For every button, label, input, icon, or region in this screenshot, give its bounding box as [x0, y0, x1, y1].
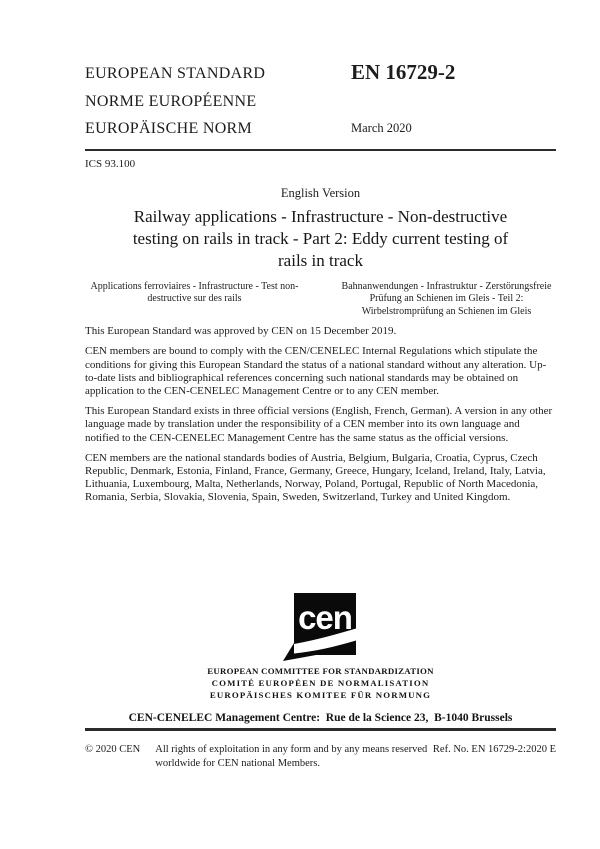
title-de-line-2: Prüfung an Schienen im Gleis - Teil 2:	[369, 293, 524, 305]
committee-name-en: EUROPEAN COMMITTEE FOR STANDARDIZATION	[207, 666, 434, 676]
standard-name-en: EUROPEAN STANDARD	[85, 65, 266, 82]
cen-logo	[282, 593, 360, 663]
version-label: English Version	[280, 186, 361, 200]
title-french	[85, 281, 304, 318]
copyright-notice: © 2020 CEN	[85, 744, 141, 755]
standard-name-fr: NORME EUROPÉENNE	[85, 92, 257, 110]
paragraph-versions: This European Standard exists in three official versions (English, French, German). A version in any other language made by translation under the responsibility of a CEN member into its own language and notified to the CEN-CENELEC Management Centre has the same status as the official versions.	[85, 405, 553, 444]
standard-number: EN 16729-2	[351, 60, 456, 84]
title-fr-line-1: Applications ferroviaires - Infrastructure - Test non-	[90, 281, 299, 292]
footer	[85, 743, 556, 770]
header	[85, 60, 556, 143]
committee-name-de: EUROPÄISCHES KOMITEE FÜR NORMUNG	[209, 690, 432, 700]
title-line-2: testing on rails in track - Part 2: Eddy current testing of	[132, 229, 509, 248]
bottom-block	[85, 588, 556, 770]
rights-line-1: All rights of exploitation in any form and by any means reserved	[155, 744, 428, 755]
rights-line-2: worldwide for CEN national Members.	[155, 757, 320, 769]
title-fr-line-2: destructive sur des rails	[147, 293, 242, 305]
title-de-line-1: Bahnanwendungen - Infrastruktur - Zerstörungsfreie	[341, 281, 552, 292]
title-line-1: Railway applications - Infrastructure - Non-destructive	[133, 207, 508, 226]
paragraph-members: CEN members are the national standards bodies of Austria, Belgium, Bulgaria, Croatia, Cyprus, Czech Republic, Denmark, Estonia, Finland, France, Germany, Greece, Hungary, Iceland, Ireland, Italy, Latvia, Lithuania, Luxembourg, Malta, Netherlands, Norway, Poland, Portugal, Republic of North Macedonia, Romania, Serbia, Slovakia, Slovenia, Spain, Sweden, Switzerland, Turkey and United Kingdom.	[85, 451, 546, 504]
cen-logo-text: cen	[297, 599, 352, 636]
publication-date: March 2020	[351, 121, 412, 135]
ics-code: ICS 93.100	[85, 158, 136, 170]
standard-name-de: EUROPÄISCHE NORM	[85, 120, 253, 137]
committee-names	[85, 665, 556, 701]
header-divider	[85, 149, 556, 151]
committee-name-fr: COMITÉ EUROPÉEN DE NORMALISATION	[211, 678, 430, 688]
title-german	[337, 281, 556, 318]
standard-names	[85, 60, 556, 143]
paragraph-regulations: CEN members are bound to comply with the CEN/CENELEC Internal Regulations which stipulate the conditions for giving this European Standard the status of a national standard without any alteration. Up-to-date lists and bibliographical references concerning such national standards may be obtained on application to the CEN-CENELEC Management Centre or to any CEN member.	[85, 345, 547, 398]
title-line-3: rails in track	[278, 251, 363, 270]
rights-statement	[155, 743, 427, 770]
footer-divider	[85, 728, 556, 731]
document-title	[85, 206, 556, 272]
approval-statement: This European Standard was approved by CEN on 15 December 2019.	[85, 325, 397, 338]
reference-number: Ref. No. EN 16729-2:2020 E	[432, 744, 556, 755]
management-centre-address: CEN-CENELEC Management Centre: Rue de la Science 23, B-1040 Brussels	[128, 712, 513, 724]
title-de-line-3: Wirbelstromprüfung an Schienen im Gleis	[361, 305, 532, 317]
translated-titles	[85, 281, 556, 318]
standard-number-block	[351, 60, 455, 136]
